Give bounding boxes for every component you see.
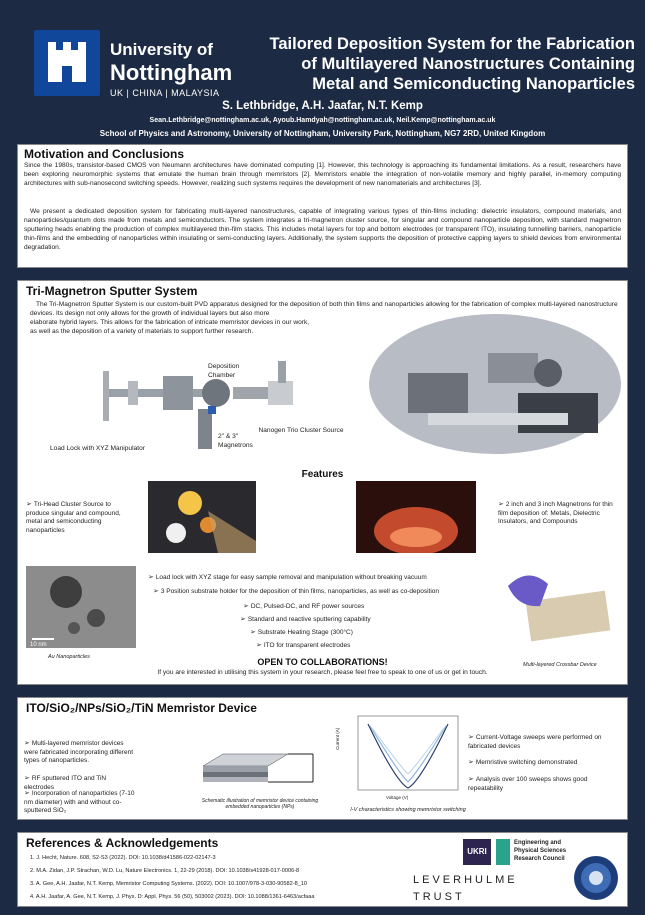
iv-ylabel: Current (A) xyxy=(335,727,340,750)
collab-text: If you are interested in utilising this system in your research, please feel free to speak to one of us or get in touch. xyxy=(157,669,488,676)
features-heading: Features xyxy=(301,469,344,480)
label-load-lock: Load Lock with XYZ Manipulator xyxy=(50,445,145,452)
memristor-result-1-text: Current-Voltage sweeps were performed on fabricated devices xyxy=(468,734,602,750)
motivation-heading: Motivation and Conclusions xyxy=(24,147,185,161)
memristor-bullet-1 xyxy=(24,740,136,766)
schematic-caption: Schematic illustration of memristor device containing embedded nanoparticles (NPs) xyxy=(201,798,319,810)
sputter-intro-1: The Tri-Magnetron Sputter System is our custom-built PVD apparatus designed for the deposition of both thin films and nanoparticles allowing for the fabrication of complex multi-layered nanostructure devices. Its design not only allows for the growth of individual layers but also more xyxy=(30,301,618,317)
sputter-intro-3: as well as the deposition of a variety of materials to support further research. xyxy=(30,328,254,335)
centre-feature-2 xyxy=(153,588,513,597)
affiliation: School of Physics and Astronomy, University of Nottingham, University Park, Nottingham, NG7 2RD, United Kingdom xyxy=(99,129,546,138)
arrow-icon: ➢ xyxy=(24,775,32,782)
memristor-schematic xyxy=(198,736,318,786)
centre-feature-1 xyxy=(148,574,508,583)
feature-magnetrons-text: 2 inch and 3 inch Magnetrons for thin film deposition of: Metals, Dielectric Insulators, and Compounds xyxy=(498,501,613,525)
centre-feature-4-text: Standard and reactive sputtering capability xyxy=(247,616,371,623)
seal-logo xyxy=(573,855,619,901)
memristor-heading: ITO/SiO₂/NPs/SiO₂/TiN Memristor Device xyxy=(26,701,257,715)
memristor-bullet-2-text: RF sputtered ITO and TiN electrodes xyxy=(24,775,107,791)
arrow-icon: ➢ xyxy=(468,776,476,783)
leverhulme-line-1: LEVERHULME xyxy=(413,874,518,886)
label-magnetrons: 2" & 3" Magnetrons xyxy=(218,433,253,449)
poster-title xyxy=(225,34,635,94)
sputter-heading: Tri-Magnetron Sputter System xyxy=(26,284,198,298)
author-emails: Sean.Lethbridge@nottingham.ac.uk, Ayoub.Hamdyah@nottingham.ac.uk, Neil.Kemp@nottingham.ac.uk xyxy=(149,117,496,124)
centre-feature-6-text: ITO for transparent electrodes xyxy=(263,642,351,649)
arrow-icon: ➢ xyxy=(24,740,32,747)
system-diagram xyxy=(48,351,348,451)
reference-2: 2. M.A. Zidan, J.P. Strachan, W.D. Lu, Nature Electronics. 1, 22-29 (2018). DOI: 10.1038/s41928-017-0006-8 xyxy=(30,868,300,874)
centre-feature-3 xyxy=(243,603,443,612)
title-line-3: Metal and Semiconducting Nanoparticles xyxy=(312,75,635,93)
university-campuses: UK | CHINA | MALAYSIA xyxy=(110,88,220,98)
centre-feature-5-text: Substrate Heating Stage (300°C) xyxy=(257,629,353,636)
title-line-1: Tailored Deposition System for the Fabrication xyxy=(269,35,635,53)
feature-cluster-source xyxy=(26,501,136,535)
university-name-line1: University of xyxy=(110,40,213,59)
leverhulme-line-2: TRUST xyxy=(413,891,465,903)
iv-chart xyxy=(336,712,461,804)
centre-feature-2-text: 3 Position substrate holder for the deposition of thin films, nanoparticles, as well as co-deposition xyxy=(160,588,440,595)
motivation-paragraph-1: Since the 1980s, transistor-based CMOS von Neumann architectures have dominated computing [1]. However, this technology is approaching its fundamental limitations. As a result, researchers have been exploring neuromorphic systems that emulate the human brain through memristors [2]. Memristors enable the integration of non-volatile memory and highly parallel, in-memory computing architectures with sub-nanosecond switching speeds. However, realizing such systems requires the development of new nanomaterials and architectures [3]. xyxy=(24,162,621,187)
centre-feature-3-text: DC, Pulsed-DC, and RF power sources xyxy=(250,603,365,610)
arrow-icon: ➢ xyxy=(498,501,506,508)
arrow-icon: ➢ xyxy=(250,629,258,636)
motivation-panel xyxy=(17,144,628,268)
arrow-icon: ➢ xyxy=(24,790,32,797)
references-panel xyxy=(17,832,628,907)
arrow-icon: ➢ xyxy=(240,616,248,623)
epsrc-line-2: Physical Sciences xyxy=(514,848,567,854)
arrow-icon: ➢ xyxy=(256,642,264,649)
caption-nanoparticles: Au Nanoparticles xyxy=(48,654,90,660)
iv-xlabel: Voltage (V) xyxy=(386,795,409,800)
memristor-bullet-1-text: Multi-layered memristor devices were fabricated incorporating different types of nanoparticles. xyxy=(24,740,133,764)
title-line-2: of Multilayered Nanostructures Containing xyxy=(301,55,635,73)
memristor-bullet-3 xyxy=(24,790,136,816)
feature-magnetrons xyxy=(498,501,618,527)
arrow-icon: ➢ xyxy=(243,603,251,610)
arrow-icon: ➢ xyxy=(468,759,476,766)
scale-bar-label: 10 nm xyxy=(30,642,47,648)
memristor-bullet-3-text: Incorporation of nanoparticles (7-10 nm diameter) with and without co-sputtered SiO₂ xyxy=(24,790,135,814)
caption-crossbar: Multi-layered Crossbar Device xyxy=(523,662,597,668)
system-photo xyxy=(368,313,623,455)
arrow-icon: ➢ xyxy=(468,734,476,741)
memristor-result-3 xyxy=(468,776,623,793)
references-heading: References & Acknowledgements xyxy=(26,836,219,850)
iv-caption: I-V characteristics showing memristor switching xyxy=(350,807,466,813)
label-trio-source: Nanogen Trio Cluster Source xyxy=(258,427,344,434)
centre-feature-6 xyxy=(256,642,456,651)
epsrc-line-3: Research Council xyxy=(514,856,565,862)
epsrc-icon xyxy=(496,839,510,865)
sputter-panel xyxy=(17,280,628,685)
memristor-result-2-text: Memristive switching demonstrated xyxy=(475,759,578,766)
centre-feature-4 xyxy=(240,616,440,625)
university-logo xyxy=(30,28,233,100)
memristor-panel xyxy=(17,697,628,820)
crossbar-device-photo xyxy=(498,566,620,648)
motivation-paragraph-2: We present a dedicated deposition system for fabricating multi-layered nanostructures, capable of integrating various types of thin-films including: dielectric insulators, compound materials, and nanoparticles/quantum dots made from metals and semiconductors. The system integrates a tri-magnetron cluster source, for singular and compound nanoparticle deposition, with standard magnetron sputtering heads enabling the production of complex multilayered thin-film stacks. This includes metal layers for top and bottom electrodes (or transparent ITO), insulating tunnelling barriers, nanoparticle thin-films and the embedding of nanoparticles within insulating or semi-conducting layers. Additionally, the system supports the deposition of protective capping layers to shield devices from environmental degradation. xyxy=(24,208,621,251)
memristor-result-2 xyxy=(468,759,623,768)
authors: S. Lethbridge, A.H. Jaafar, N.T. Kemp xyxy=(222,100,423,112)
label-deposition-chamber: Deposition Chamber xyxy=(208,363,240,379)
arrow-icon: ➢ xyxy=(148,574,156,581)
arrow-icon: ➢ xyxy=(153,588,161,595)
feature-cluster-source-text: Tri-Head Cluster Source to produce singular and compound, metal and semiconducting nanoparticles xyxy=(26,501,121,534)
sputter-intro-2: elaborate hybrid layers. This allows for the fabrication of intricate memristor devices in our work, xyxy=(30,319,310,326)
ukri-logo: UKRI xyxy=(463,839,491,865)
epsrc-line-1: Engineering and xyxy=(514,840,562,846)
nanoparticle-tem-image xyxy=(26,566,136,648)
memristor-result-3-text: Analysis over 100 sweeps shows good repeatability xyxy=(468,776,588,792)
reference-3: 3. A. Gee, A.H. Jaafar, N.T. Kemp, Memristor Computing Systems. (2022). DOI: 10.1007/978-3-030-90582-8_10 xyxy=(30,881,308,887)
epsrc-logo-text xyxy=(514,839,566,863)
university-name-line2: Nottingham xyxy=(110,60,233,85)
arrow-icon: ➢ xyxy=(26,501,34,508)
reference-4: 4. A.H. Jaafar, A. Gee, N.T. Kemp, J. Phys. D: Appl. Phys. 56 (50), 503002 (2023). DOI: 10.1088/1361-6463/acfaaa xyxy=(30,894,315,900)
memristor-result-1 xyxy=(468,734,623,751)
magnetron-photo xyxy=(356,481,476,553)
collab-heading: OPEN TO COLLABORATIONS! xyxy=(257,657,388,667)
reference-1: 1. J. Hecht, Nature. 608, S2-S3 (2022). DOI: 10.1038/d41586-022-02147-3 xyxy=(30,855,216,861)
centre-feature-1-text: Load lock with XYZ stage for easy sample removal and manipulation without breaking vacuum xyxy=(155,574,427,581)
cluster-source-photo xyxy=(148,481,256,553)
centre-feature-5 xyxy=(250,629,450,638)
castle-icon xyxy=(34,30,100,96)
